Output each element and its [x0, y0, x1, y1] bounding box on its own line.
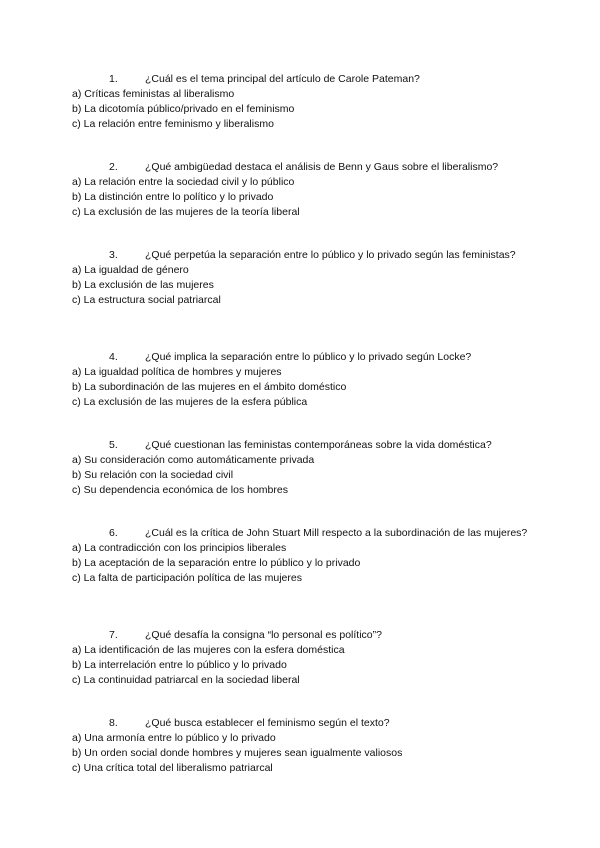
option-a: a) La identificación de las mujeres con la esfera doméstica: [72, 644, 345, 656]
question-3-stem: [72, 248, 542, 263]
question-text: ¿Qué cuestionan las feministas contemporáneas sobre la vida doméstica?: [145, 439, 492, 451]
option-b: b) La exclusión de las mujeres: [72, 279, 214, 291]
option-a: a) Su consideración como automáticamente privada: [72, 454, 315, 466]
option-c: c) La exclusión de las mujeres de la teoría liberal: [72, 206, 300, 218]
question-number: 7.: [109, 629, 118, 641]
option-a: a) La contradicción con los principios liberales: [72, 542, 287, 554]
question-number: 6.: [109, 527, 118, 539]
option-a: a) Una armonía entre lo público y lo privado: [72, 732, 276, 744]
question-2-stem: [72, 160, 542, 175]
option-b: b) Su relación con la sociedad civil: [72, 469, 234, 481]
question-number: 1.: [109, 73, 118, 85]
question-6-stem: [72, 526, 542, 541]
question-number: 4.: [109, 351, 118, 363]
question-8: [72, 716, 542, 776]
question-text: ¿Qué implica la separación entre lo público y lo privado según Locke?: [145, 351, 472, 363]
option-b: b) La distinción entre lo político y lo privado: [72, 191, 274, 203]
option-c: c) La estructura social patriarcal: [72, 294, 221, 306]
option-c: c) La falta de participación política de las mujeres: [72, 572, 302, 584]
question-text: ¿Qué busca establecer el feminismo según el texto?: [145, 717, 390, 729]
option-a: a) La relación entre la sociedad civil y lo público: [72, 176, 295, 188]
question-7-stem: [72, 628, 542, 643]
option-c: c) Su dependencia económica de los hombres: [72, 484, 288, 496]
option-c: c) La relación entre feminismo y liberalismo: [72, 118, 274, 130]
question-number: 8.: [109, 717, 118, 729]
option-b: b) La aceptación de la separación entre lo público y lo privado: [72, 557, 361, 569]
option-a: a) La igualdad de género: [72, 264, 189, 276]
question-5: [72, 438, 542, 498]
question-text: ¿Qué desafía la consigna “lo personal es político”?: [145, 629, 382, 641]
question-6: [72, 526, 542, 586]
question-8-stem: [72, 716, 542, 731]
question-1-stem: [72, 72, 542, 87]
question-text: ¿Cuál es la crítica de John Stuart Mill respecto a la subordinación de las mujeres?: [145, 527, 528, 539]
question-text: ¿Qué perpetúa la separación entre lo público y lo privado según las feministas?: [145, 249, 516, 261]
option-b: b) La dicotomía público/privado en el feminismo: [72, 103, 295, 115]
option-a: a) Críticas feministas al liberalismo: [72, 88, 235, 100]
option-c: c) La continuidad patriarcal en la sociedad liberal: [72, 674, 300, 686]
question-text: ¿Cuál es el tema principal del artículo de Carole Pateman?: [145, 73, 420, 85]
question-5-stem: [72, 438, 542, 453]
option-a: a) La igualdad política de hombres y mujeres: [72, 366, 282, 378]
question-number: 2.: [109, 161, 118, 173]
question-2: [72, 160, 542, 220]
option-b: b) Un orden social donde hombres y mujeres sean igualmente valiosos: [72, 747, 403, 759]
option-c: c) La exclusión de las mujeres de la esfera pública: [72, 396, 308, 408]
question-4: [72, 350, 542, 410]
question-number: 5.: [109, 439, 118, 451]
question-1: [72, 72, 542, 132]
option-b: b) La subordinación de las mujeres en el ámbito doméstico: [72, 381, 347, 393]
question-7: [72, 628, 542, 688]
option-b: b) La interrelación entre lo público y lo privado: [72, 659, 287, 671]
question-4-stem: [72, 350, 542, 365]
question-text: ¿Qué ambigüedad destaca el análisis de Benn y Gaus sobre el liberalismo?: [145, 161, 499, 173]
question-3: [72, 248, 542, 308]
question-number: 3.: [109, 249, 118, 261]
option-c: c) Una crítica total del liberalismo patriarcal: [72, 762, 273, 774]
